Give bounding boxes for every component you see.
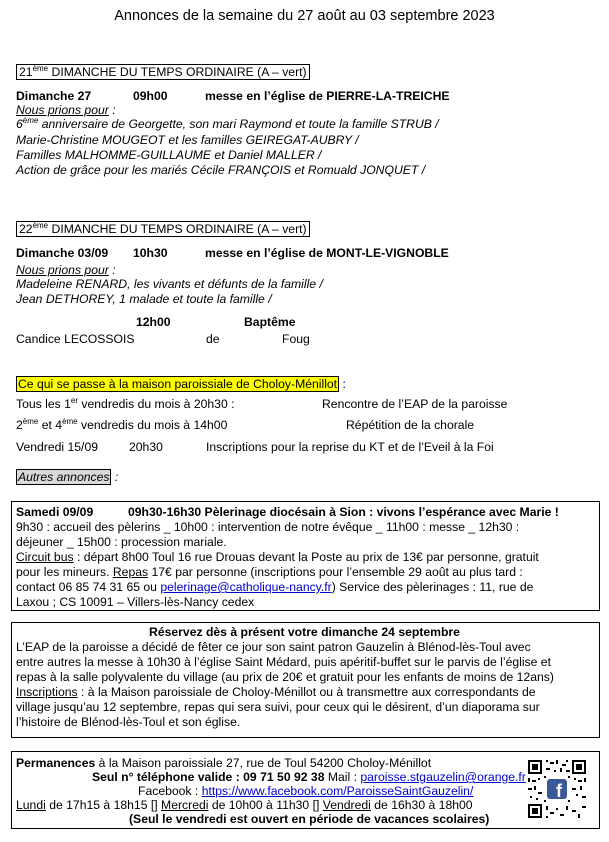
sunday2-pray-heading: Nous prions pour : — [16, 263, 116, 277]
maison-row1-event: Rencontre de l’EAP de la paroisse — [322, 397, 508, 411]
sunday2-intention-1: Madeleine RENARD, les vivants et défunts de la famille / — [16, 277, 323, 291]
baptism-de: de — [206, 332, 220, 346]
office-hours-schedule: Lundi de 17h15 à 18h15 [] Mercredi de 10h00 à 11h30 [] Vendredi de 16h30 à 18h00 — [16, 798, 473, 812]
office-hours-note: (Seul le vendredi est ouvert en période de vacances scolaires) — [129, 812, 490, 826]
sunday1-intention-4: Action de grâce pour les mariés Cécile FRANÇOIS et Romuald JONQUET / — [16, 163, 426, 177]
pilgrimage-program-1: 9h30 : accueil des pèlerins _ 10h00 : intervention de notre évêque _ 11h00 : messe _ 12h30 : — [16, 520, 520, 534]
pilgrimage-address: Laxou ; CS 10091 – Villers-lès-Nancy cedex — [16, 595, 255, 609]
maison-row3-day: Vendredi 15/09 — [16, 440, 98, 454]
other-announcements-heading: Autres annonces : — [18, 470, 119, 484]
sunday1-intention-3: Familles MALHOMME-GUILLAUME et Daniel MALLER / — [16, 148, 322, 162]
pilgrimage-day: Samedi 09/09 — [16, 505, 94, 519]
patron-feast-registration: Inscriptions : à la Maison paroissiale de Choloy-Ménillot ou à transmettre aux correspondants de — [16, 685, 536, 699]
sunday2-mass: messe en l’église de MONT-LE-VIGNOBLE — [205, 246, 449, 260]
patron-feast-line-1: L’EAP de la paroisse a décidé de fêter ce jour son saint patron Gauzelin à Blénod-lès-Toul avec — [16, 640, 531, 654]
office-hours-address: Permanences à la Maison paroissiale 27, rue de Toul 54200 Choloy-Ménillot — [16, 756, 432, 770]
page-title: Annonces de la semaine du 27 août au 03 septembre 2023 — [114, 8, 495, 24]
patron-feast-line-5: village jusqu’au 12 septembre, repas qui sera suivi, pour ceux qui le désirent, d’un diaporama sur — [16, 700, 540, 714]
sunday1-intention-1: 6ème anniversaire de Georgette, son mari Raymond et toute la famille STRUB / — [16, 115, 439, 131]
patron-feast-line-2: entre autres la messe à 10h30 à l’église Saint Médard, puis apéritif-buffet sur le parvis de l’église et — [16, 655, 551, 669]
sunday2-heading: 22ème DIMANCHE DU TEMPS ORDINAIRE (A – vert) — [16, 222, 310, 236]
svg-text:f: f — [556, 781, 562, 801]
patron-feast-line-3: repas à la salle polyvalente du village (au prix de 20€ et gratuit pour les enfants de moins de 12ans) — [16, 670, 554, 684]
maison-row1-label: Tous les 1er vendredis du mois à 20h30 : — [16, 395, 235, 411]
facebook-link[interactable]: https://www.facebook.com/ParoisseSaintGauzelin/ — [201, 784, 474, 798]
sunday2-intention-2: Jean DETHOREY, 1 malade et toute la famille / — [16, 292, 272, 306]
pilgrimage-email-link[interactable]: pelerinage@catholique-nancy.fr — [160, 580, 332, 594]
sunday2-day: Dimanche 03/09 — [16, 246, 109, 260]
sunday1-day: Dimanche 27 — [16, 89, 92, 103]
baptism-time: 12h00 — [136, 315, 171, 329]
baptism-place: Foug — [282, 332, 310, 346]
pilgrimage-title: 09h30-16h30 Pèlerinage diocésain à Sion : vivons l’espérance avec Marie ! — [128, 505, 559, 519]
maison-heading: Ce qui se passe à la maison paroissiale de Choloy-Ménillot : — [18, 377, 346, 391]
pilgrimage-contact: contact 06 85 74 31 65 ou pelerinage@catholique-nancy.fr) Service des pèlerinages : 11, rue de — [16, 580, 534, 594]
maison-row2-label: 2ème et 4ème vendredis du mois à 14h00 — [16, 416, 228, 432]
maison-row3-time: 20h30 — [129, 440, 163, 454]
pilgrimage-program-2: déjeuner _ 15h00 : procession mariale. — [16, 535, 227, 549]
sunday1-heading: 21ème DIMANCHE DU TEMPS ORDINAIRE (A – vert) — [16, 65, 310, 79]
sunday2-time: 10h30 — [133, 246, 168, 260]
patron-feast-heading: Réservez dès à présent votre dimanche 24 septembre — [149, 625, 460, 639]
pilgrimage-meal: pour les mineurs. Repas 17€ par personne (inscriptions pour l’ensemble 29 août au plus tard : — [16, 565, 523, 579]
facebook-qr-code-icon[interactable] — [526, 758, 588, 820]
maison-row2-event: Répétition de la chorale — [346, 418, 475, 432]
parish-email-link[interactable]: paroisse.stgauzelin@orange.fr — [360, 770, 526, 784]
office-hours-phone-mail: Seul n° téléphone valide : 09 71 50 92 38 Mail : paroisse.stgauzelin@orange.fr — [92, 770, 526, 784]
sunday1-time: 09h00 — [133, 89, 168, 103]
sunday1-intention-2: Marie-Christine MOUGEOT et les familles GEIREGAT-AUBRY / — [16, 133, 359, 147]
baptism-label: Baptême — [244, 315, 296, 329]
maison-row3-event: Inscriptions pour la reprise du KT et de l’Eveil à la Foi — [206, 440, 494, 454]
baptism-name: Candice LECOSSOIS — [16, 332, 135, 346]
office-hours-facebook: Facebook : https://www.facebook.com/ParoisseSaintGauzelin/ — [138, 784, 474, 798]
sunday1-pray-heading: Nous prions pour : — [16, 103, 116, 117]
patron-feast-line-6: l’histoire de Blénod-lès-Toul et son église. — [16, 715, 241, 729]
pilgrimage-bus: Circuit bus : départ 8h00 Toul 16 rue Drouas devant la Poste au prix de 13€ par personne, gratuit — [16, 550, 539, 564]
sunday1-mass: messe en l’église de PIERRE-LA-TREICHE — [205, 89, 450, 103]
